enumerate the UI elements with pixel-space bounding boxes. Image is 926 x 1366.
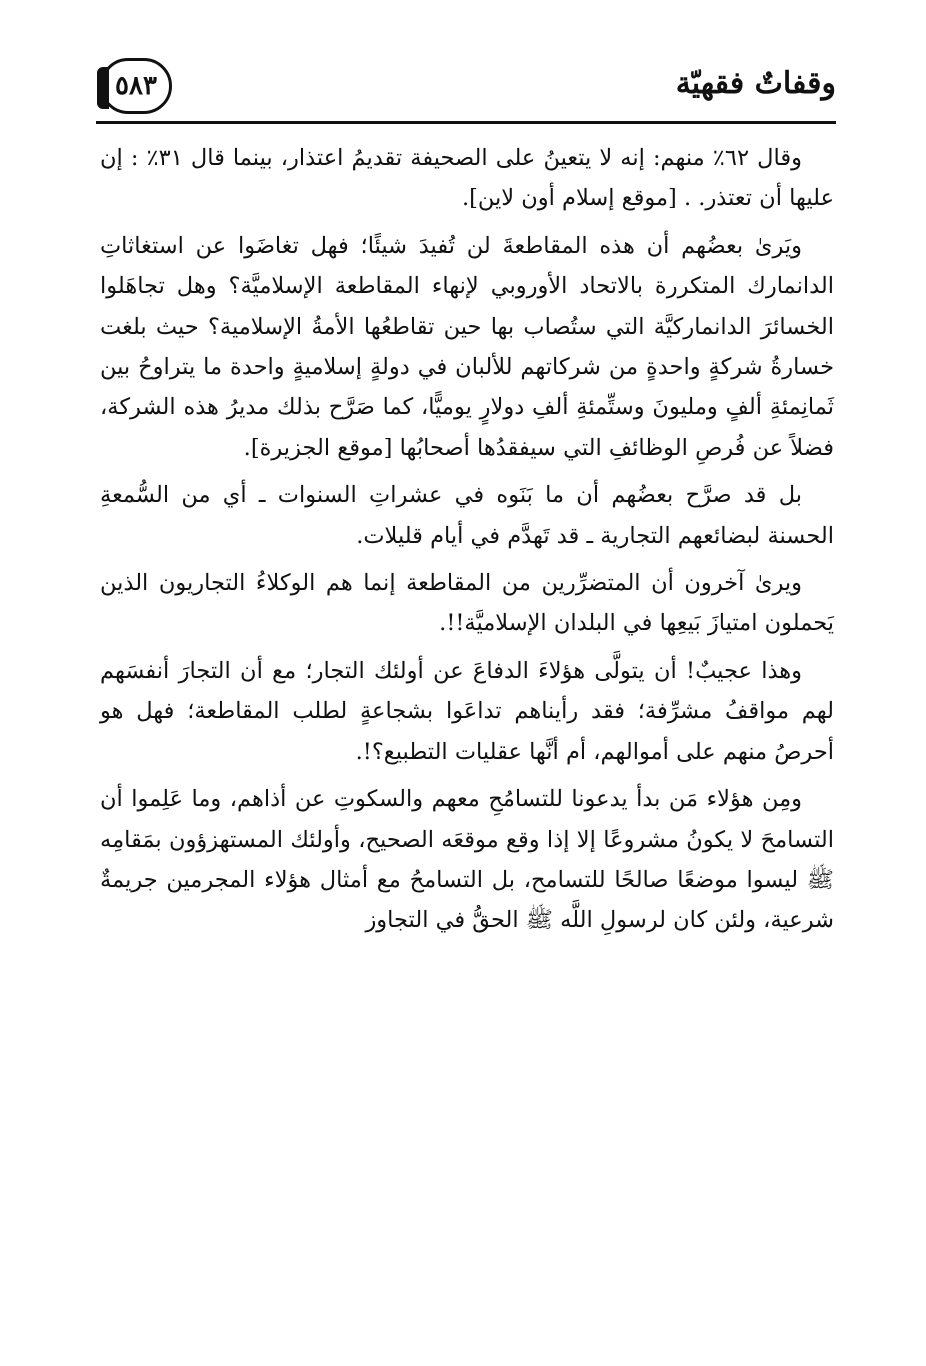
page-number: ٥٨٣ bbox=[115, 71, 157, 101]
header-divider bbox=[96, 121, 836, 124]
paragraph: بل قد صرَّح بعضُهم أن ما بَنَوه في عشراتِ السنوات ـ أي من السُّمعةِ الحسنة لبضائعهم التجارية ـ قد تَهدَّم في أيام قليلات. bbox=[100, 482, 834, 549]
page-number-badge bbox=[100, 58, 172, 114]
page-header bbox=[96, 58, 836, 120]
paragraph: ويرىٰ آخرون أن المتضرِّرين من المقاطعة إنما هم الوكلاءُ التجاريون الذين يَحملون امتيازَ بَيعِها في البلدان الإسلاميَّة!!. bbox=[100, 570, 834, 637]
paragraph: ومِن هؤلاء مَن بدأ يدعونا للتسامُحِ معهم والسكوتِ عن أذاهم، وما عَلِموا أن التسامحَ لا يكونُ مشروعًا إلا إذا وقع موقعَه الصحيح، وأولئك المستهزؤون بمَقامِه ﷺ ليسوا موضعًا صالحًا للتسامح، بل التسامحُ مع أمثال هؤلاء المجرمين جريمةٌ شرعية، ولئن كان لرسولِ اللَّه ﷺ الحقُّ في التجاوز bbox=[100, 786, 834, 934]
running-title: وقفاتٌ فقهيّة bbox=[675, 66, 836, 101]
paragraph: وقال ٦٢٪ منهم: إنه لا يتعينُ على الصحيفة تقديمُ اعتذار، بينما قال ٣١٪ : إن عليها أن تعتذر. . [موقع إسلام أون لاين]. bbox=[100, 145, 834, 212]
body-text bbox=[100, 138, 834, 948]
paragraph: وهذا عجيبٌ! أن يتولَّى هؤلاءَ الدفاعَ عن أولئك التجار؛ مع أن التجارَ أنفسَهم لهم مواقفُ مشرِّفة؛ فقد رأيناهم تداعَوا بشجاعةٍ لطلب المقاطعة؛ فهل هو أحرصُ منهم على أموالهم، أم أنَّها عقليات التطبيع؟!. bbox=[100, 657, 834, 765]
paragraph: ويَرىٰ بعضُهم أن هذه المقاطعةَ لن تُفيدَ شيئًا؛ فهل تغاضَوا عن استغاثاتِ الدانمارك المتكررة بالاتحاد الأوروبي لإنهاء المقاطعة الإسلاميَّة؟ وهل تجاهَلوا الخسائرَ الدانماركيَّة التي ستُصاب بها حين تقاطعُها الأمةُ الإسلامية؟ حيث بلغت خسارةُ شركةٍ واحدةٍ من شركاتهم للألبان في دولةٍ إسلاميةٍ واحدة ما يتراوحُ بين ثَمانِمئةِ ألفٍ ومليونَ وستِّمئةِ ألفِ دولارٍ يوميًّا، كما صَرَّح بذلك مديرُ هذه الشركة، فضلاً عن فُرصِ الوظائفِ التي سيفقدُها أصحابُها [موقع الجزيرة]. bbox=[100, 232, 834, 461]
